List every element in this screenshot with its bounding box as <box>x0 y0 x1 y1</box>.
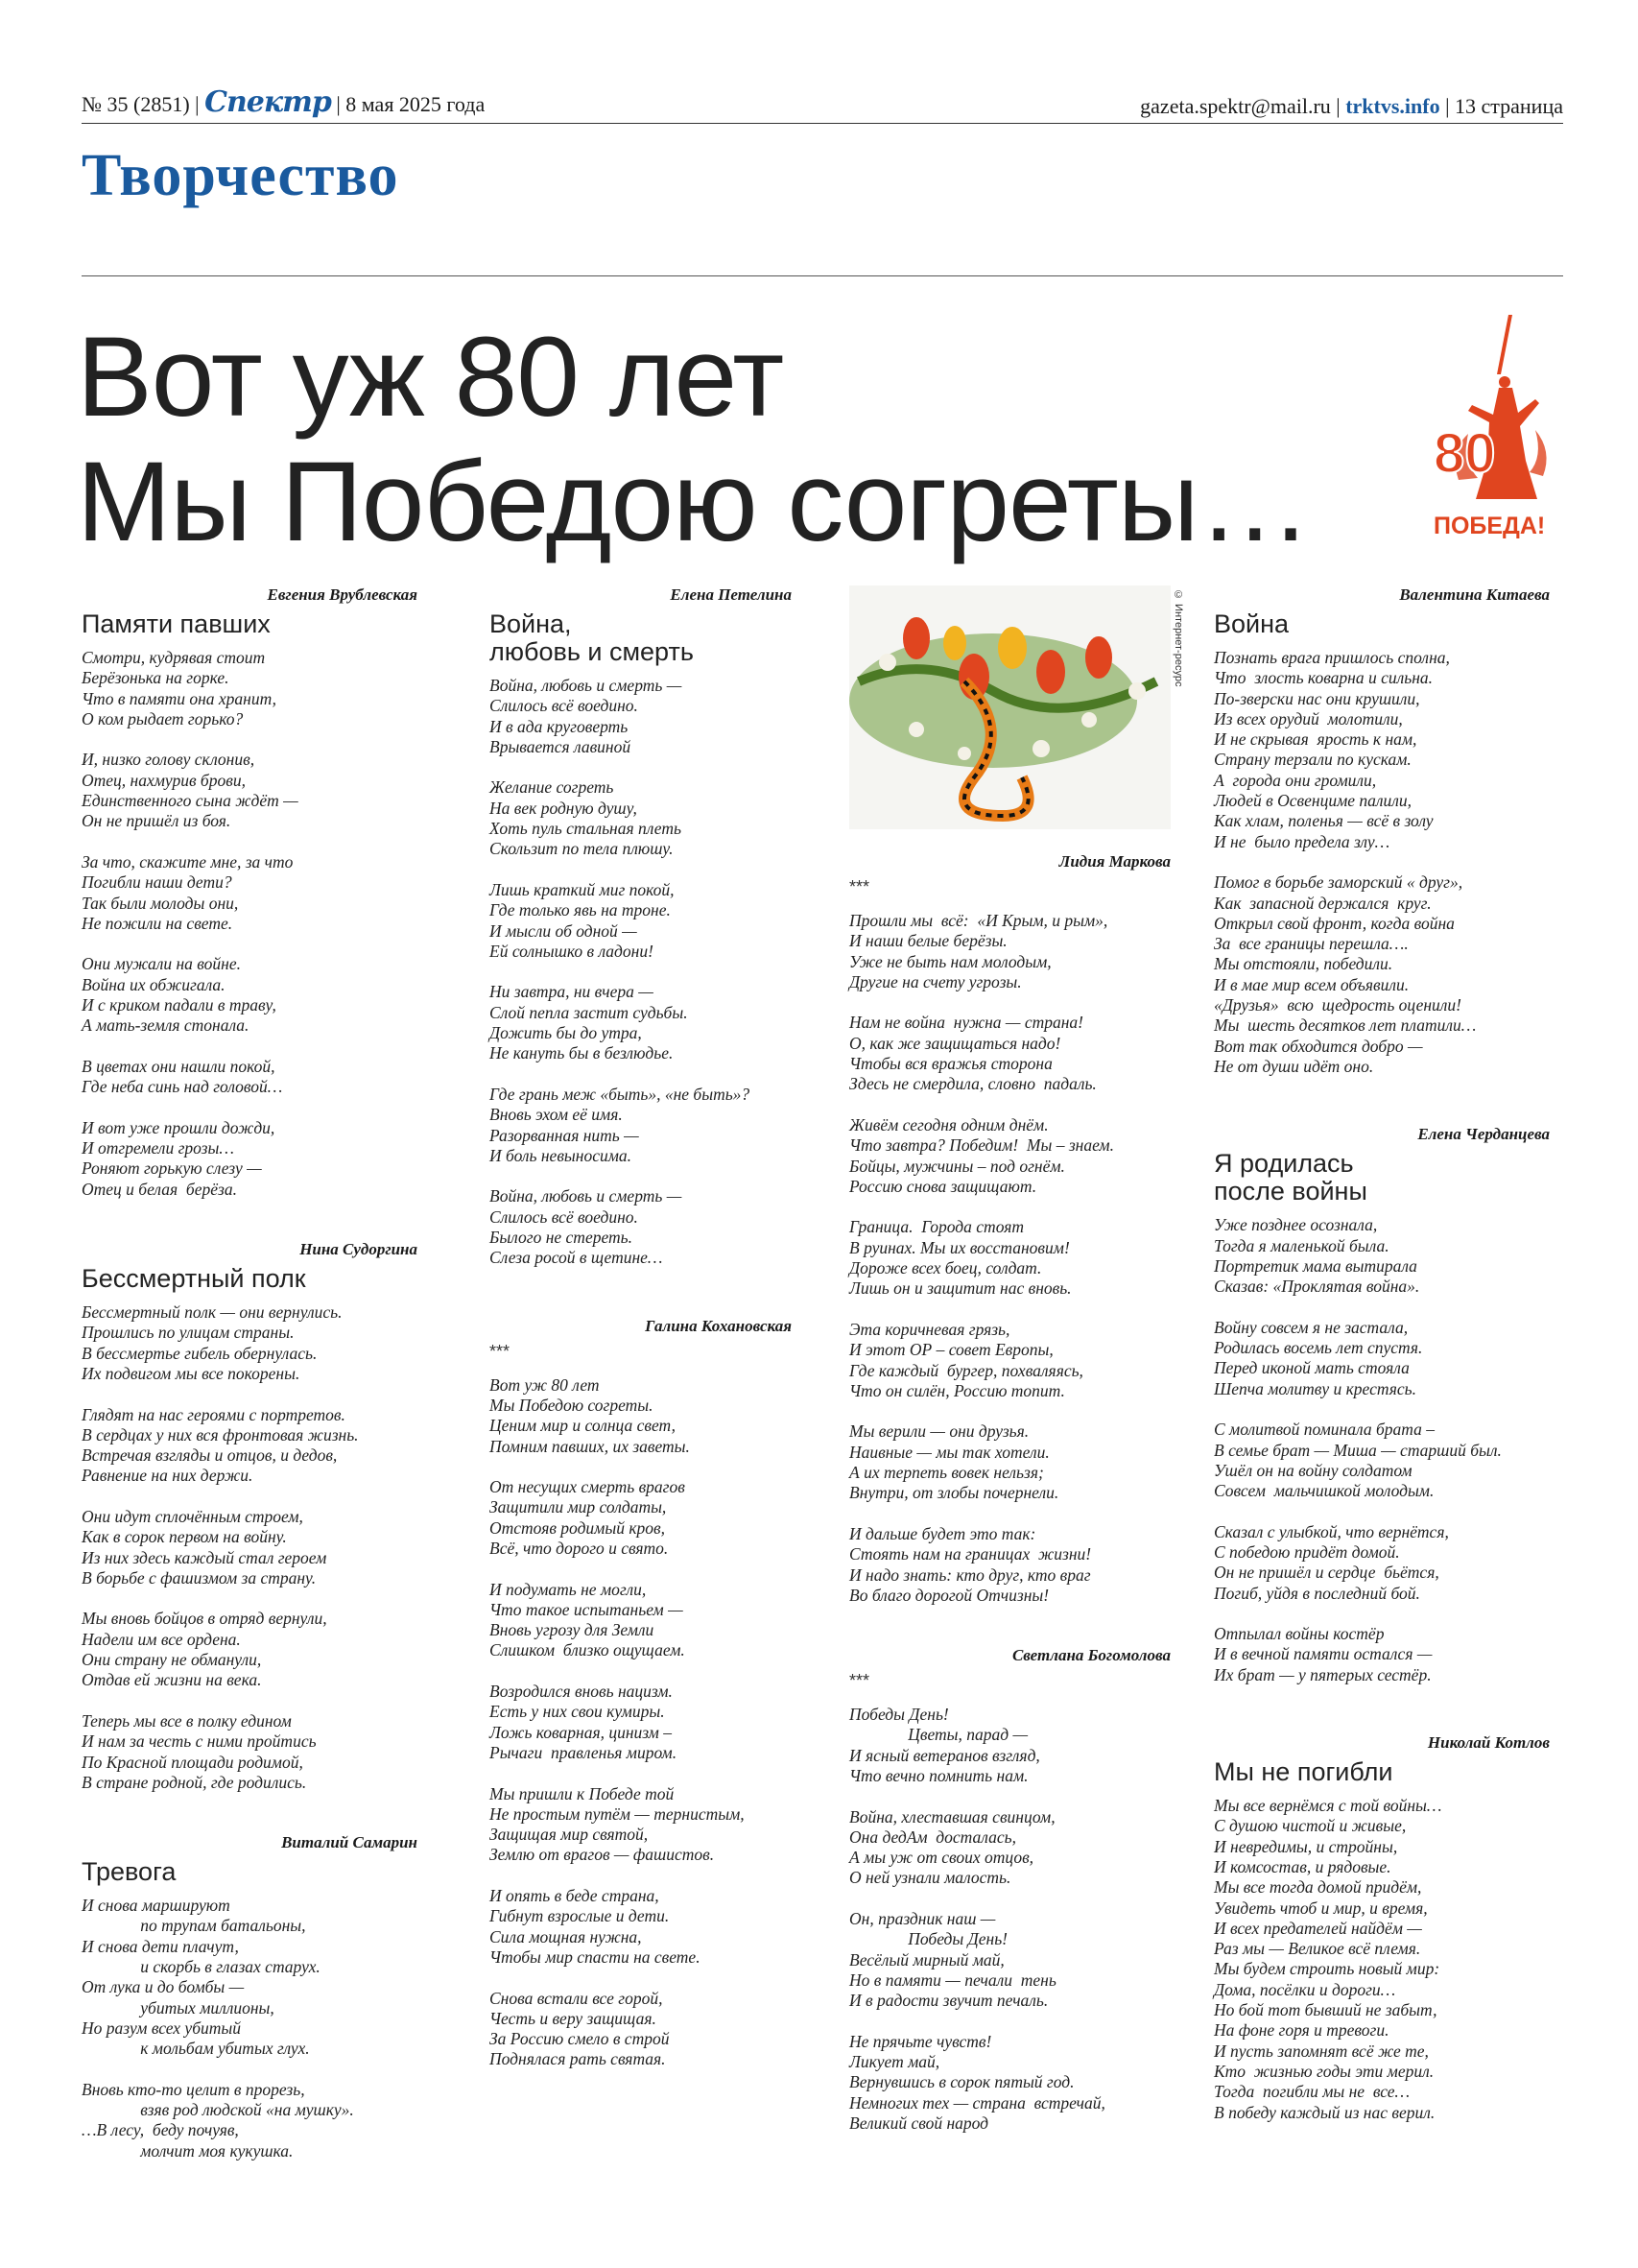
separator: | <box>1336 94 1346 118</box>
poem-title: Я родилась после войны <box>1214 1149 1367 1206</box>
page-number: 13 страница <box>1455 94 1563 118</box>
poem-text: Бессмертный полк — они вернулись. Прошлись по улицам страны. В бессмертье гибель обернулась. Их подвигом мы все покорены. Глядят на нас героями с портретов. В сердцах у них вся фронтовая жизнь. Встречая взгляды и отцов, и дедов, Равнение на них держи. Они идут сплочённым строем, Как в сорок первом на войну. Из них здесь каждый стал героем В борьбе с фашизмом за страну. Мы вновь бойцов в отряд вернули, Надели им все ордена. Они страну не обманули, Отдав ей жизни на века. Теперь мы все в полку едином И нам за честь с ними пройтись По Красной площади родимой, В стране родной, где родились. <box>82 1302 359 1792</box>
poem-title: Тревога <box>82 1857 177 1887</box>
poem <box>849 852 1171 1606</box>
masthead-right <box>1140 94 1563 119</box>
poem <box>849 1646 1171 2134</box>
headline <box>77 315 1311 564</box>
poem-author: Галина Кохановская <box>645 1316 792 1335</box>
poem-author: Валентина Китаева <box>1399 585 1550 604</box>
victory-80-emblem <box>1430 307 1564 557</box>
poem-author: Нина Судоргина <box>299 1240 417 1259</box>
poem-stars: *** <box>489 1341 510 1361</box>
poem-author: Елена Петелина <box>670 585 792 604</box>
poem-text: Прошли мы всё: «И Крым, и рым», И наши белые берёзы. Уже не быть нам молодым, Другие на счету угрозы. Нам не война нужна — страна! О, как же защищаться надо! Чтобы вся вражья сторона Здесь не смердила, словно падаль. Живём сегодня одним днём. Что завтра? Победим! Мы – знаем. Бойцы, мужчины – под огнём. Россию снова защищают. Граница. Города стоят В руинах. Мы их восстановим! Дороже всех боец, солдат. Лишь он и защитит нас вновь. Эта коричневая грязь, И этот ОР – совет Европы, Где каждый бургер, похваляясь, Что он силён, Россию топит. Мы верили — они друзья. Наивные — мы так хотели. А их терпеть вовек нельзя; Внутри, от злобы почернели. И дальше будет это так: Стоять нам на границах жизни! И надо знать: кто друг, кто враг Во благо дорогой Отчизны! <box>849 911 1114 1605</box>
separator: | <box>1445 94 1455 118</box>
separator: | <box>336 92 346 116</box>
site-link[interactable]: trktvs.info <box>1345 94 1440 118</box>
poem <box>489 1317 792 2070</box>
headline-line-1: Вот уж 80 лет <box>77 314 784 441</box>
poem-text: Мы все вернёмся с той войны… С душою чистой и живые, И невредимы, и стройны, И комсостав, и рядовые. Мы все тогда домой придём, Увидеть чтоб и мир, и время, И всех предателей найдём — Раз мы — Великое всё племя. Мы будем строить новый мир: Дома, посёлки и дороги… Но бой тот бывший не забыт, На фоне горя и тревоги. И пусть запомнят всё же те, Кто жизнью годы эти мерил. Тогда погибли мы не все… В победу каждый из нас верил. <box>1214 1796 1442 2122</box>
poem-text: Вот уж 80 лет Мы Победою согреты. Ценим мир и солнца свет, Помним павших, их заветы. От несущих смерть врагов Защитили мир солдаты, Отстояв родимый кров, Всё, что дорого и свято. И подумать не могли, Что такое испытаньем — Вновь угрозу для Земли Слишком близко ощущаем. Возродился вновь нацизм. Есть у них свои кумиры. Ложь коварная, цинизм – Рычаги правленья миром. Мы пришли к Победе той Не простым путём — тернистым, Защищая мир святой, Землю от врагов — фашистов. И опять в беде страна, Гибнут взрослые и дети. Сила мощная нужна, Чтобы мир спасти на свете. Снова встали все горой, Честь и веру защищая. За Россию смело в строй Поднялася рать святая. <box>489 1374 745 2069</box>
poem-stars: *** <box>849 877 870 896</box>
poem-text: Познать врага пришлось сполна, Что злость коварна и сильна. По-зверски нас они крушили, Из всех орудий молотили, И не скрывая ярость к нам, Страну терзали по кускам. А города они громили, Людей в Освенциме палили, Как хлам, поленья — всё в золу И не было предела злу… Помог в борьбе заморский « друг», Как запасной держался круг. Открыл свой фронт, когда война За все границы перешла…. Мы отстояли, победили. И в мае мир всем объявили. «Друзья» всю щедрость оценили! Мы шесть десятков лет платили… Вот так обходится добро — Не от души идёт оно. <box>1214 648 1477 1076</box>
poem-title: Мы не погибли <box>1214 1757 1393 1787</box>
poem-author: Евгения Врублевская <box>267 585 417 604</box>
issue-number: № 35 (2851) <box>82 92 190 116</box>
emblem-number: 80 <box>1434 422 1496 485</box>
headline-line-2: Мы Победою согреты… <box>77 439 1311 565</box>
poem-text: Победы День! Цветы, парад — И ясный ветеранов взгляд, Что вечно помнить нам. Война, хлеставшая свинцом, Она дедАм досталась, А мы уж от своих отцов, О ней узнали малость. Он, праздник наш — Победы День! Весёлый мирный май, Но в памяти — печали тень И в радости звучит печаль. Не прячьте чувств! Ликует май, Вернувшись в сорок пятый год. Немногих тех — страна встречай, Великий свой народ <box>849 1705 1105 2134</box>
newspaper-logo: Спектр <box>204 85 331 119</box>
poem-author: Лидия Маркова <box>1058 852 1171 871</box>
poem-title: Война <box>1214 609 1290 638</box>
poem-author: Николай Котлов <box>1427 1733 1550 1753</box>
poem-text: Война, любовь и смерть — Слилось всё воедино. И в ада круговерть Врывается лавиной Желание согреть На век родную душу, Хоть пуль стальная плеть Скользит по тела плюшу. Лишь краткий миг покой, Где только явь на троне. И мысли об одной — Ей солнышко в ладони! Ни завтра, ни вчера — Слой пепла застит судьбы. Дожить бы до утра, Не кануть бы в безлюдье. Где грань меж «быть», «не быть»? Вновь эхом её имя. Разорванная нить — И боль невыносима. Война, любовь и смерть — Слилось всё воедино. Былого не стереть. Слеза росой в щетине… <box>489 676 750 1268</box>
poem-author: Светлана Богомолова <box>1011 1646 1171 1665</box>
poem-title: Памяти павших <box>82 609 271 638</box>
emblem-label: ПОБЕДА! <box>1434 513 1546 539</box>
flowers-illustration <box>849 585 1171 829</box>
poem <box>1214 1733 1550 2123</box>
column-2 <box>489 585 792 2070</box>
issue-date: 8 мая 2025 года <box>345 92 486 116</box>
email-link[interactable]: gazeta.spektr@mail.ru <box>1140 94 1331 118</box>
photo-credit: © Интернет-ресурс <box>1173 589 1184 687</box>
section-title: Творчество <box>82 143 399 208</box>
column-1 <box>82 585 417 2161</box>
poem <box>82 1240 417 1793</box>
poem-text: Смотри, кудрявая стоит Берёзонька на горке. Что в памяти она хранит, О ком рыдает горько? И, низко голову склонив, Отец, нахмурив брови, Единственного сына ждёт — Он не пришёл из боя. За что, скажите мне, за что Погибли наши дети? Так были молоды они, Не пожили на свете. Они мужали на войне. Война их обжигала. И с криком падали в траву, А мать-земля стонала. В цветах они нашли покой, Где неба синь над головой… И вот уже прошли дожди, И отгремели грозы… Роняют горькую слезу — Отец и белая берёза. <box>82 648 298 1199</box>
poem <box>1214 585 1550 1077</box>
poem <box>489 585 792 1269</box>
poem-text: Уже позднее осознала, Тогда я маленькой была. Портретик мама вытирала Сказав: «Проклятая война». Войну совсем я не застала, Родилась восемь лет спустя. Перед иконой мать стояла Шепча молитву и крестясь. С молитвой поминала брата – В семье брат — Миша — старший был. Ушёл он на войну солдатом Совсем мальчишкой молодым. Сказал с улыбкой, что вернётся, С победою придёт домой. Он не пришёл и сердце бьётся, Погиб, уйдя в последний бой. Отпылал войны костёр И в вечной памяти остался — Их брат — у пятерых сестёр. <box>1214 1215 1502 1684</box>
section-rule <box>82 275 1563 276</box>
poem-text: И снова маршируют по трупам батальоны, И снова дети плачут, и скорбь в глазах старух. От лука и до бомбы — убитых миллионы, Но разум всех убитый к мольбам убитых глух. Вновь кто-то целит в прорезь, взяв род людской «на мушку». …В лесу, беду почуяв, молчит моя кукушка. <box>82 1896 354 2161</box>
separator: | <box>195 92 205 116</box>
column-4 <box>1214 585 1550 2123</box>
poem-title: Война, любовь и смерть <box>489 609 694 666</box>
poem <box>82 585 417 1200</box>
poem <box>82 1833 417 2161</box>
poem-author: Виталий Самарин <box>281 1833 417 1852</box>
masthead-left <box>82 85 485 119</box>
poem-author: Елена Черданцева <box>1417 1125 1550 1144</box>
poem-stars: *** <box>849 1671 870 1691</box>
poem-title: Бессмертный полк <box>82 1264 306 1294</box>
masthead <box>82 85 1563 124</box>
poem <box>1214 1125 1550 1685</box>
column-3 <box>849 585 1184 2134</box>
flowers-ribbon-photo <box>849 585 1184 829</box>
